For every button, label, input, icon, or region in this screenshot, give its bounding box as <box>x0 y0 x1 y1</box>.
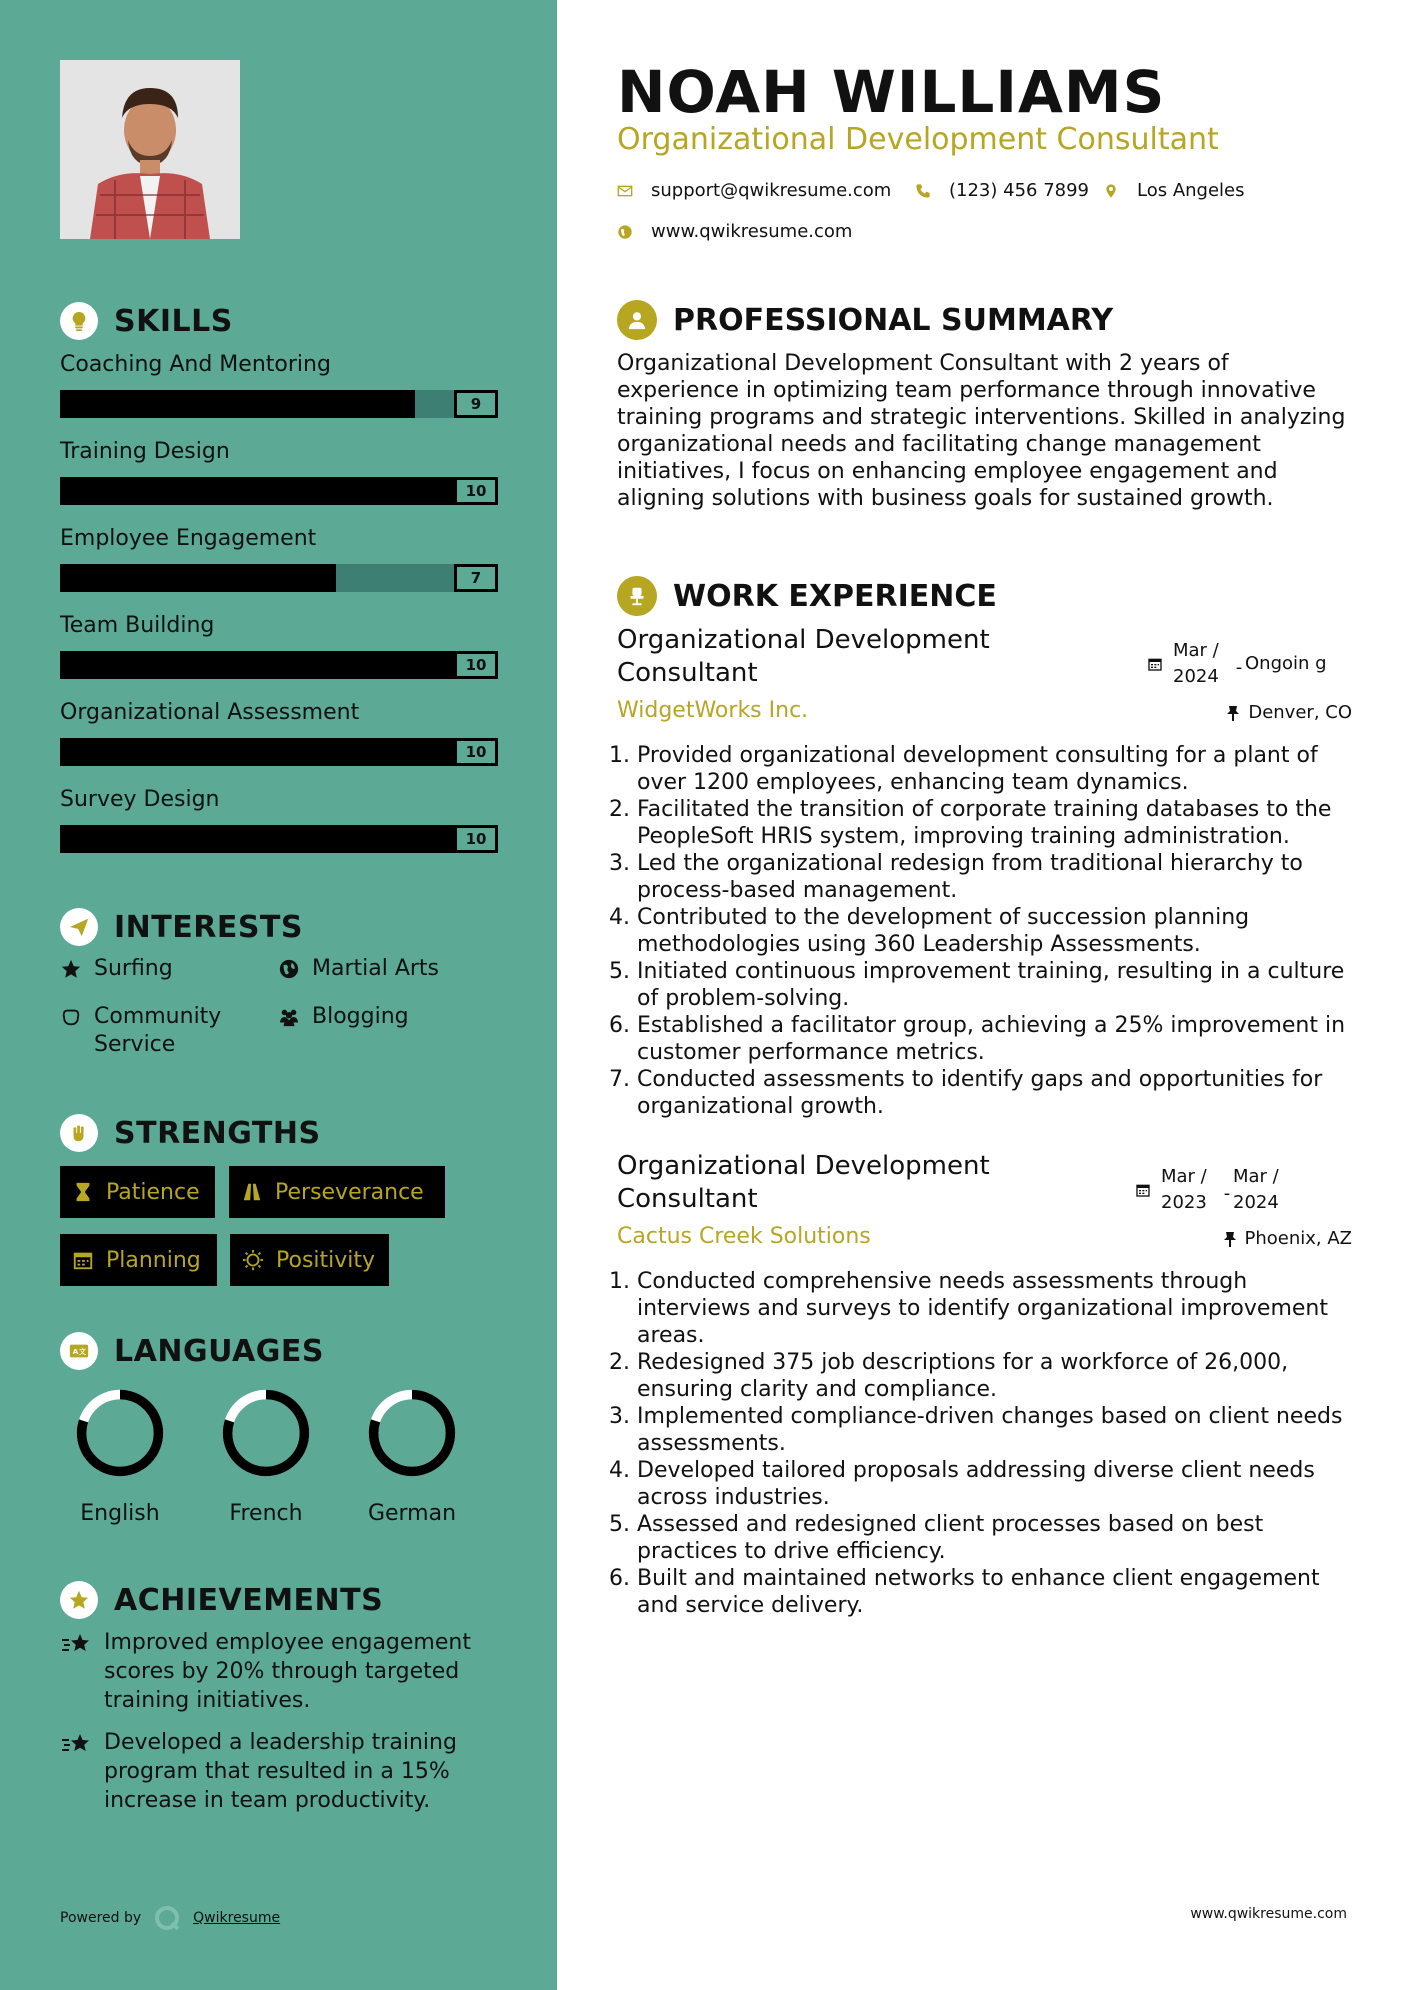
skill-score: 10 <box>454 738 498 766</box>
interest-item <box>278 955 498 983</box>
job-bullet: 1. Provided organizational development consulting for a plant of over 1200 employees, enhancing team dynamics. <box>617 742 1352 796</box>
skill-score: 10 <box>454 651 498 679</box>
powered-by <box>60 1904 280 1932</box>
skill-score: 7 <box>454 564 498 592</box>
job-end: Mar / 2024 <box>1233 1166 1279 1213</box>
phone-text: (123) 456 7899 <box>949 180 1090 201</box>
language-item <box>60 1385 180 1526</box>
job-start: Mar / 2024 <box>1173 640 1219 687</box>
skill-bar-fill <box>60 390 415 418</box>
globe-icon <box>278 958 300 980</box>
skill-bar <box>60 390 498 418</box>
skill-bar-fill <box>60 825 454 853</box>
job-bullet: 2. Redesigned 375 job descriptions for a workforce of 26,000, ensuring clarity and compliance. <box>617 1349 1352 1403</box>
bullet-text: Redesigned 375 job descriptions for a workforce of 26,000, ensuring clarity and compliance. <box>637 1350 1289 1402</box>
experience-heading <box>617 576 997 616</box>
star-icon <box>60 958 82 980</box>
job-company: WidgetWorks Inc. <box>617 698 809 723</box>
bullet-text: Implemented compliance-driven changes based on client needs assessments. <box>637 1404 1343 1456</box>
calendar-icon <box>1147 656 1163 672</box>
skill-label: Coaching And Mentoring <box>60 352 331 377</box>
job-bullet: 3. Led the organizational redesign from traditional hierarchy to process-based management. <box>617 850 1352 904</box>
bullet-text: Established a facilitator group, achieving a 25% improvement in customer performance metrics. <box>637 1013 1346 1065</box>
bullet-text: Contributed to the development of succession planning methodologies using 360 Leadership Assessments. <box>637 905 1250 957</box>
skill-label: Team Building <box>60 613 215 638</box>
bullet-text: Assessed and redesigned client processes based on best practices to drive efficiency. <box>637 1512 1264 1564</box>
skill-label: Organizational Assessment <box>60 700 360 725</box>
experience-title: WORK EXPERIENCE <box>673 578 997 614</box>
users-icon <box>278 1006 300 1028</box>
person-photo-illustration <box>60 60 240 239</box>
skill-bar-fill <box>60 738 454 766</box>
job-bullet: 2. Facilitated the transition of corporate training databases to the PeopleSoft HRIS system, improving training administration. <box>617 796 1352 850</box>
bullet-text: Initiated continuous improvement training, resulting in a culture of problem-solving. <box>637 959 1345 1011</box>
skills-list <box>60 350 498 872</box>
skill-label: Employee Engagement <box>60 526 317 551</box>
location-text: Los Angeles <box>1137 180 1245 201</box>
job-location-text: Denver, CO <box>1248 702 1352 723</box>
strength-tag <box>230 1234 389 1286</box>
bullet-text: Led the organizational redesign from traditional hierarchy to process-based management. <box>637 851 1303 903</box>
job-location <box>1226 702 1352 723</box>
job-role: Organizational Development Consultant <box>617 1151 990 1214</box>
achievements-heading <box>60 1581 383 1619</box>
job-bullets <box>609 1268 1352 1619</box>
job-role: Organizational Development Consultant <box>617 625 990 688</box>
user-icon <box>617 300 657 340</box>
skill-bar <box>60 651 498 679</box>
interest-item <box>60 1003 260 1059</box>
interest-label: Blogging <box>312 1004 409 1029</box>
pushpin-icon <box>1223 1231 1237 1247</box>
language-donut <box>364 1385 460 1481</box>
profile-photo <box>60 60 240 239</box>
interest-item <box>278 1003 498 1031</box>
envelope-icon <box>617 183 633 199</box>
skill-score: 9 <box>454 390 498 418</box>
job-bullet: 7. Conducted assessments to identify gaps and opportunities for organizational growth. <box>617 1066 1352 1120</box>
interest-label: Surfing <box>94 956 173 981</box>
skill-item <box>60 611 498 698</box>
strength-label: Patience <box>106 1179 200 1205</box>
qwikresume-logo-icon <box>153 1904 181 1932</box>
contact-email <box>617 180 891 201</box>
job-entry <box>609 1150 1352 1630</box>
language-item <box>206 1385 326 1526</box>
skills-title: SKILLS <box>114 303 233 339</box>
job-company: Cactus Creek Solutions <box>617 1224 871 1249</box>
skill-score: 10 <box>454 477 498 505</box>
strength-tag <box>60 1234 217 1286</box>
road-icon <box>241 1181 263 1203</box>
strengths-title: STRENGTHS <box>114 1115 321 1151</box>
email-text: support@qwikresume.com <box>651 180 892 201</box>
sun-icon <box>242 1249 264 1271</box>
strength-label: Positivity <box>276 1247 376 1273</box>
hand-icon <box>60 1006 82 1028</box>
shooting-star-icon <box>60 1630 92 1660</box>
skill-label: Training Design <box>60 439 230 464</box>
bullet-text: Conducted comprehensive needs assessments through interviews and surveys to identify organizational improvement areas. <box>637 1269 1328 1348</box>
achievement-item <box>60 1728 500 1815</box>
job-bullet: 4. Contributed to the development of succession planning methodologies using 360 Leadership Assessments. <box>617 904 1352 958</box>
chair-icon <box>617 576 657 616</box>
job-bullet: 6. Built and maintained networks to enhance client engagement and service delivery. <box>617 1565 1352 1619</box>
sidebar <box>0 0 557 1990</box>
strength-tag <box>229 1166 445 1218</box>
job-bullets <box>609 742 1352 1120</box>
summary-heading <box>617 300 1113 340</box>
strengths-heading <box>60 1114 321 1152</box>
lightbulb-icon <box>60 302 98 340</box>
job-bullet: 4. Developed tailored proposals addressing diverse client needs across industries. <box>617 1457 1352 1511</box>
powered-by-label: Powered by <box>60 1910 142 1926</box>
skill-label: Survey Design <box>60 787 220 812</box>
job-entry <box>609 624 1352 1124</box>
job-location <box>1223 1228 1353 1249</box>
skill-item <box>60 524 498 611</box>
bullet-text: Built and maintained networks to enhance client engagement and service delivery. <box>637 1566 1320 1618</box>
map-pin-icon <box>1103 183 1119 199</box>
language-label: French <box>229 1501 303 1526</box>
fist-icon <box>60 1114 98 1152</box>
skill-bar <box>60 825 498 853</box>
skills-heading <box>60 302 233 340</box>
skill-item <box>60 437 498 524</box>
achievements-title: ACHIEVEMENTS <box>114 1582 384 1618</box>
website-text: www.qwikresume.com <box>651 221 853 242</box>
strength-tag <box>60 1166 215 1218</box>
language-donut <box>72 1385 168 1481</box>
job-bullet: 5. Initiated continuous improvement training, resulting in a culture of problem-solving. <box>617 958 1352 1012</box>
job-dates <box>1147 638 1327 690</box>
language-label: English <box>80 1501 160 1526</box>
skill-item <box>60 350 498 437</box>
skill-bar <box>60 564 498 592</box>
calendar-icon <box>1135 1182 1151 1198</box>
globe-icon <box>617 224 633 240</box>
achievement-item <box>60 1628 500 1715</box>
summary-text: Organizational Development Consultant with 2 years of experience in optimizing team performance through innovative training programs and strategic interventions. Skilled in analyzing organizational needs and facilitating change management initiatives, I focus on enhancing employee engagement and aligning solutions with business goals for sustained growth. <box>617 351 1346 511</box>
date-separator: - <box>1235 657 1243 678</box>
interests-title: INTERESTS <box>114 909 303 945</box>
skill-bar <box>60 477 498 505</box>
interest-label: Community Service <box>94 1004 222 1057</box>
skill-bar-fill <box>60 651 454 679</box>
job-location-text: Phoenix, AZ <box>1244 1228 1352 1249</box>
job-bullet: 5. Assessed and redesigned client processes based on best practices to drive efficiency. <box>617 1511 1352 1565</box>
star-badge-icon <box>60 1581 98 1619</box>
shooting-star-icon <box>60 1730 92 1760</box>
summary-title: PROFESSIONAL SUMMARY <box>673 302 1114 338</box>
interest-item <box>60 955 260 983</box>
contact-phone <box>915 180 1089 201</box>
job-bullet: 1. Conducted comprehensive needs assessments through interviews and surveys to identify organizational improvement areas. <box>617 1268 1352 1349</box>
footer-url[interactable]: www.qwikresume.com <box>1190 1906 1347 1922</box>
interest-label: Martial Arts <box>312 956 440 981</box>
languages-title: LANGUAGES <box>114 1333 324 1369</box>
job-end: Ongoin g <box>1245 653 1327 674</box>
achievement-text: Improved employee engagement scores by 20% through targeted training initiatives. <box>104 1630 471 1713</box>
languages-heading <box>60 1332 324 1370</box>
svg-text:A文: A文 <box>72 1346 87 1356</box>
main-content <box>557 0 1407 1990</box>
contact-website <box>617 221 852 242</box>
contact-location <box>1103 180 1245 201</box>
skill-item <box>60 785 498 872</box>
bullet-text: Facilitated the transition of corporate training databases to the PeopleSoft HRIS system, improving training administration. <box>637 797 1332 849</box>
language-label: German <box>367 1501 457 1526</box>
language-item <box>352 1385 472 1526</box>
pushpin-icon <box>1226 705 1240 721</box>
achievement-text: Developed a leadership training program that resulted in a 15% increase in team productivity. <box>104 1730 457 1813</box>
job-bullet: 6. Established a facilitator group, achieving a 25% improvement in customer performance metrics. <box>617 1012 1352 1066</box>
calendar-icon <box>72 1249 94 1271</box>
bullet-text: Conducted assessments to identify gaps and opportunities for organizational growth. <box>637 1067 1323 1119</box>
candidate-title: Organizational Development Consultant <box>617 122 1219 157</box>
language-donut <box>218 1385 314 1481</box>
date-separator: - <box>1223 1183 1231 1204</box>
job-start: Mar / 2023 <box>1161 1166 1207 1213</box>
phone-icon <box>915 183 931 199</box>
job-dates <box>1135 1164 1293 1216</box>
bullet-text: Developed tailored proposals addressing diverse client needs across industries. <box>637 1458 1315 1510</box>
skill-bar-fill <box>60 477 454 505</box>
skill-bar-fill <box>60 564 336 592</box>
strength-label: Planning <box>106 1247 201 1273</box>
language-icon <box>60 1332 98 1370</box>
bullet-text: Provided organizational development consulting for a plant of over 1200 employees, enhancing team dynamics. <box>637 743 1318 795</box>
qwikresume-link[interactable]: Qwikresume <box>193 1910 281 1926</box>
skill-item <box>60 698 498 785</box>
strength-label: Perseverance <box>275 1179 424 1205</box>
job-bullet: 3. Implemented compliance-driven changes based on client needs assessments. <box>617 1403 1352 1457</box>
interests-heading <box>60 908 303 946</box>
candidate-name: NOAH WILLIAMS <box>617 58 1166 126</box>
skill-score: 10 <box>454 825 498 853</box>
paper-plane-icon <box>60 908 98 946</box>
skill-bar <box>60 738 498 766</box>
hourglass-icon <box>72 1181 94 1203</box>
